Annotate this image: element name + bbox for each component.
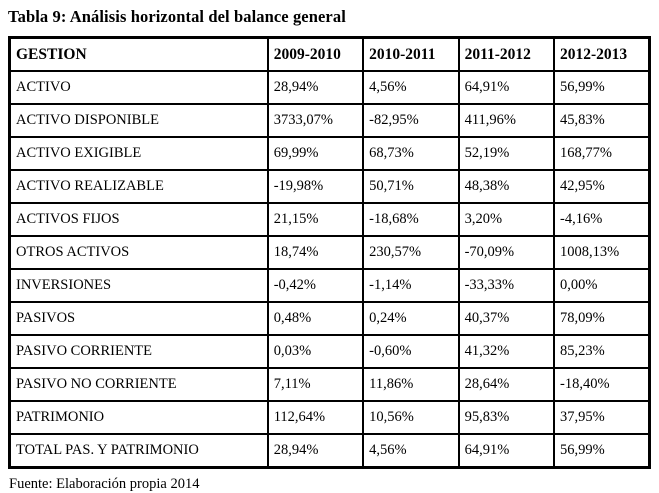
column-header-2011-2012: 2011-2012 xyxy=(459,38,554,72)
row-value: 45,83% xyxy=(554,104,649,137)
row-value: -82,95% xyxy=(363,104,458,137)
row-value: 56,99% xyxy=(554,71,649,104)
row-value: 52,19% xyxy=(459,137,554,170)
row-value: -70,09% xyxy=(459,236,554,269)
row-value: 56,99% xyxy=(554,434,649,468)
table-row xyxy=(10,368,650,401)
row-value: 50,71% xyxy=(363,170,458,203)
row-value: 3,20% xyxy=(459,203,554,236)
row-label: PASIVOS xyxy=(10,302,268,335)
row-value: 40,37% xyxy=(459,302,554,335)
row-value: -33,33% xyxy=(459,269,554,302)
row-label: ACTIVO DISPONIBLE xyxy=(10,104,268,137)
table-row xyxy=(10,335,650,368)
row-value: 95,83% xyxy=(459,401,554,434)
table-body xyxy=(10,71,650,468)
column-header-2012-2013: 2012-2013 xyxy=(554,38,649,72)
row-value: 41,32% xyxy=(459,335,554,368)
row-value: 28,94% xyxy=(268,434,363,468)
row-label: PASIVO CORRIENTE xyxy=(10,335,268,368)
row-label: INVERSIONES xyxy=(10,269,268,302)
row-value: 78,09% xyxy=(554,302,649,335)
table-row xyxy=(10,203,650,236)
row-label: PASIVO NO CORRIENTE xyxy=(10,368,268,401)
row-value: 10,56% xyxy=(363,401,458,434)
row-value: 0,24% xyxy=(363,302,458,335)
row-value: 0,00% xyxy=(554,269,649,302)
source-note: Fuente: Elaboración propia 2014 xyxy=(9,476,200,492)
row-value: 168,77% xyxy=(554,137,649,170)
row-value: 3733,07% xyxy=(268,104,363,137)
row-value: -0,60% xyxy=(363,335,458,368)
row-value: 28,64% xyxy=(459,368,554,401)
row-value: -18,40% xyxy=(554,368,649,401)
row-value: 7,11% xyxy=(268,368,363,401)
row-value: -18,68% xyxy=(363,203,458,236)
row-value: 85,23% xyxy=(554,335,649,368)
row-value: -1,14% xyxy=(363,269,458,302)
table-row xyxy=(10,434,650,468)
row-value: -4,16% xyxy=(554,203,649,236)
row-label: ACTIVO EXIGIBLE xyxy=(10,137,268,170)
row-value: 42,95% xyxy=(554,170,649,203)
column-header-2010-2011: 2010-2011 xyxy=(363,38,458,72)
table-row xyxy=(10,71,650,104)
row-value: 64,91% xyxy=(459,71,554,104)
row-value: -0,42% xyxy=(268,269,363,302)
table-header-row xyxy=(10,38,650,72)
row-label: PATRIMONIO xyxy=(10,401,268,434)
table-row xyxy=(10,236,650,269)
row-value: 411,96% xyxy=(459,104,554,137)
table-row xyxy=(10,170,650,203)
table-title: Tabla 9: Análisis horizontal del balance general xyxy=(8,7,346,26)
row-value: 18,74% xyxy=(268,236,363,269)
table-row xyxy=(10,401,650,434)
row-value: 0,03% xyxy=(268,335,363,368)
horizontal-analysis-table xyxy=(8,36,651,469)
row-value: 112,64% xyxy=(268,401,363,434)
table-row xyxy=(10,137,650,170)
row-value: 21,15% xyxy=(268,203,363,236)
row-value: -19,98% xyxy=(268,170,363,203)
table-row xyxy=(10,104,650,137)
row-label: TOTAL PAS. Y PATRIMONIO xyxy=(10,434,268,468)
row-value: 68,73% xyxy=(363,137,458,170)
row-label: OTROS ACTIVOS xyxy=(10,236,268,269)
row-value: 37,95% xyxy=(554,401,649,434)
row-label: ACTIVO REALIZABLE xyxy=(10,170,268,203)
table-row xyxy=(10,302,650,335)
row-value: 48,38% xyxy=(459,170,554,203)
table-row xyxy=(10,269,650,302)
row-value: 4,56% xyxy=(363,71,458,104)
row-value: 64,91% xyxy=(459,434,554,468)
row-label: ACTIVOS FIJOS xyxy=(10,203,268,236)
row-value: 230,57% xyxy=(363,236,458,269)
row-value: 69,99% xyxy=(268,137,363,170)
column-header-gestion: GESTION xyxy=(10,38,268,72)
column-header-2009-2010: 2009-2010 xyxy=(268,38,363,72)
row-label: ACTIVO xyxy=(10,71,268,104)
row-value: 11,86% xyxy=(363,368,458,401)
row-value: 1008,13% xyxy=(554,236,649,269)
row-value: 28,94% xyxy=(268,71,363,104)
row-value: 4,56% xyxy=(363,434,458,468)
row-value: 0,48% xyxy=(268,302,363,335)
